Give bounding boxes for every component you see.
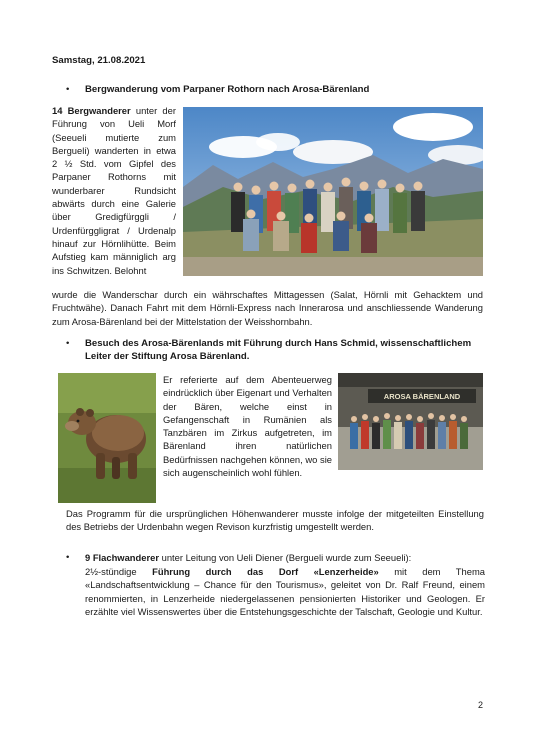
lead-text: unter der Führung von Ueli Morf (Seeueli mutierte zum Bergueli) wanderten in etwa 2 ½ Std. vom Gipfel des Parpaner Rothorns mit wunderbarer Rundsicht abwärts durch eine Galerie über Gredigfürggli / Urdenfürggligrat / Urdenalp hinauf zur Hörnlihütte. Beim Aufstieg kam männiglich arg ins Schwitzen. Belohnt: [52, 105, 176, 276]
section2-title: Besuch des Arosa-Bärenlands mit Führung durch Hans Schmid, wissenschaftlichem Leiter der Stiftung Arosa Bärenland.: [85, 338, 472, 362]
bullet-icon: •: [66, 552, 70, 563]
bullet-icon: •: [66, 84, 70, 95]
date-heading: Samstag, 21.08.2021: [52, 55, 146, 66]
flachwanderer-text: unter Leitung von Ueli Diener (Bergueli wurde zum Seeueli):: [159, 552, 412, 563]
section3-paragraph: [85, 565, 485, 618]
page-number: 2: [477, 700, 483, 710]
baerenland-group-photo: [338, 373, 483, 470]
program-note-text: Das Programm für die ursprünglichen Höhenwanderer musste infolge der mitgeteilten Einstellung des Betriebs der Urdenbahn wegen Revison kurzfristig umgestellt werden.: [66, 508, 484, 533]
section3-text: mit dem Thema «Landschaftsentwicklung – Chance für den Tourismus», geleitet von Dr. Ralf Freund, einem renommierten, in Lenzerheide niedergelassenen pensionierten Historiker und Geologen. Er erzählte viel Wissenswertes über die Entstehungsgeschichte der Talschaft, Geologie und Kultur.: [85, 566, 485, 617]
section2-text: Er referierte auf dem Abenteuerweg eindrücklich über Eigenart und Verhalten der Bären, welche einst in Gefangenschaft in Rumänien als Tanzbären im Zirkus aufgetreten, im Bärenland ihren natürlichen Bedürfnissen nachgehen können, wo sie sich augenscheinlich wohl fühlen.: [163, 374, 332, 479]
section1-paragraph: [52, 104, 176, 277]
bear-photo: [58, 373, 156, 503]
section1-continuation: [52, 288, 483, 328]
section1-title: Bergwanderung vom Parpaner Rothorn nach Arosa-Bärenland: [85, 84, 370, 95]
section3-intro: [85, 551, 485, 564]
bear-illustration: [58, 373, 156, 503]
continuation-text: wurde die Wanderschar durch ein währschaftes Mittagessen (Salat, Hörnli mit Gehacktem und Fruchtwähe). Danach Fahrt mit dem Hörnli-Express nach Innerarosa und anschliessende Wanderung zum Arosa-Bärenland bei der Mittelstation der Weisshornbahn.: [52, 289, 483, 327]
sign-text: AROSA BÄRENLAND: [383, 392, 461, 401]
bullet-icon: •: [66, 338, 70, 349]
group-photo: [183, 107, 483, 276]
baerenland-illustration: [338, 373, 483, 470]
section3-bold: Führung durch das Dorf «Lenzerheide»: [152, 566, 379, 577]
program-note: [66, 507, 484, 534]
lead-bold: 14 Bergwanderer: [52, 105, 131, 116]
section3-pre: 2½-stündige: [85, 566, 153, 577]
group-photo-illustration: [183, 107, 483, 276]
flachwanderer-bold: 9 Flachwanderer: [85, 552, 159, 563]
section2-paragraph: [163, 373, 332, 479]
